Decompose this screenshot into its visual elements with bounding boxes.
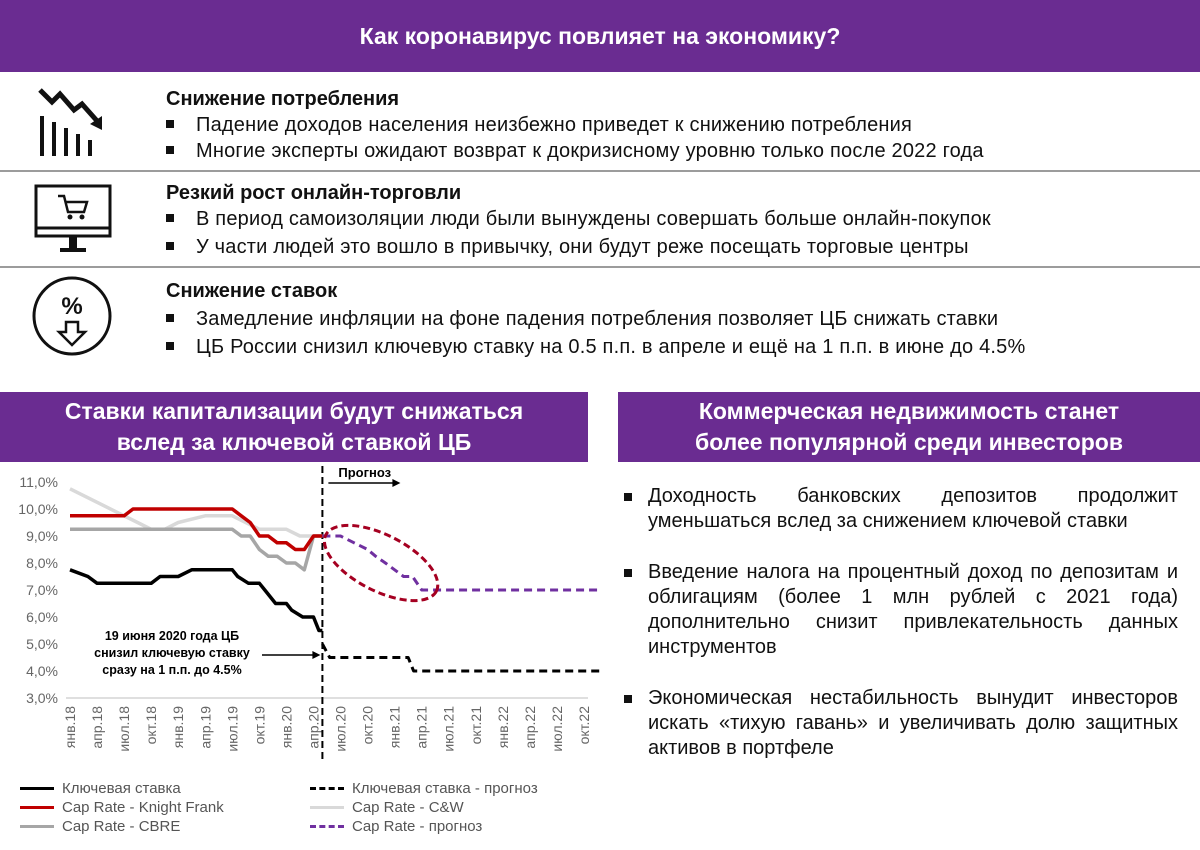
legend-swatch [310, 806, 344, 809]
x-tick-label: апр.21 [413, 706, 430, 749]
legend-swatch [20, 787, 54, 790]
bullet: Замедление инфляции на фоне падения потребления позволяет ЦБ снижать ставки [166, 308, 998, 331]
x-tick-label: окт.19 [251, 706, 268, 745]
x-tick-label: окт.18 [143, 706, 160, 745]
x-tick-label: янв.18 [62, 706, 78, 749]
x-tick-label: апр.20 [305, 706, 322, 749]
x-tick-label: янв.19 [170, 706, 187, 749]
bullet: Падение доходов населения неизбежно приведет к снижению потребления [166, 114, 912, 137]
y-tick-label: 8,0% [26, 555, 58, 571]
svg-text:%: % [61, 293, 83, 320]
legend-item: Cap Rate - C&W [310, 799, 464, 816]
annotation-text: сразу на 1 п.п. до 4.5% [102, 663, 242, 677]
left-panel-title: Ставки капитализации будут снижаться вслед за ключевой ставкой ЦБ [0, 392, 588, 462]
x-tick-label: окт.21 [467, 706, 484, 745]
legend-swatch [20, 806, 54, 809]
annotation-text: 19 июня 2020 года ЦБ [104, 629, 240, 643]
y-tick-label: 7,0% [26, 582, 58, 598]
legend-swatch [310, 787, 344, 790]
x-tick-label: янв.20 [278, 706, 295, 749]
highlight-ellipse [313, 510, 449, 616]
x-tick-label: апр.19 [197, 706, 214, 749]
legend-item: Cap Rate - Knight Frank [20, 799, 224, 816]
y-tick-label: 5,0% [26, 636, 58, 652]
monitor-shopping-cart-icon [30, 178, 115, 263]
forecast-label: Прогноз [338, 465, 392, 480]
legend-item: Cap Rate - CBRE [20, 818, 180, 835]
section-title: Снижение потребления [166, 88, 400, 110]
bullet: В период самоизоляции люди были вынуждены совершать больше онлайн-покупок [166, 208, 991, 231]
bullet: Многие эксперты ожидают возврат к докризисному уровню только после 2022 года [166, 140, 984, 163]
bullet: Экономическая нестабильность вынудит инвесторов искать «тихую гавань» и увеличивать долю защитных активов в портфеле [648, 686, 1178, 761]
x-tick-label: янв.22 [494, 706, 511, 749]
x-tick-label: апр.18 [89, 706, 106, 749]
declining-bar-chart-icon [30, 78, 115, 163]
bullet: Доходность банковских депозитов продолжит уменьшаться вслед за снижением ключевой ставки [648, 484, 1178, 534]
forecast-arrow-head [392, 479, 400, 487]
y-tick-label: 11,0% [19, 474, 58, 490]
section-rates [0, 268, 1200, 368]
right-bullet-list [622, 484, 1178, 787]
section-title: Снижение ставок [166, 280, 338, 302]
right-panel-title: Коммерческая недвижимость станет более популярной среди инвесторов [618, 392, 1200, 462]
bullet: У части людей это вошло в привычку, они будут реже посещать торговые центры [166, 236, 969, 259]
chart-legend [0, 778, 600, 848]
annotation-arrow-head [312, 651, 320, 659]
x-tick-label: янв.21 [386, 706, 403, 749]
section-title: Резкий рост онлайн-торговли [166, 182, 462, 204]
section-online [0, 172, 1200, 266]
percent-down-arrow-icon [30, 274, 115, 359]
y-tick-label: 10,0% [18, 501, 58, 517]
page-title: Как коронавирус повлияет на экономику? [0, 0, 1200, 72]
series-line [322, 644, 600, 671]
series-line [70, 529, 322, 570]
series-line [70, 570, 322, 631]
x-tick-label: июл.18 [116, 706, 133, 752]
series-line [322, 536, 600, 590]
section-consumption [0, 72, 1200, 168]
x-tick-label: июл.21 [440, 706, 457, 752]
x-tick-label: окт.20 [359, 706, 376, 745]
legend-swatch [20, 825, 54, 828]
legend-swatch [310, 825, 344, 828]
legend-item: Ключевая ставка [20, 780, 181, 797]
annotation-text: снизил ключевую ставку [94, 646, 250, 660]
y-tick-label: 9,0% [26, 528, 58, 544]
bullet: Введение налога на процентный доход по депозитам и облигациям (более 1 млн рублей с 2021 года) дополнительно снизит привлекательность данных инструментов [648, 560, 1178, 660]
y-tick-label: 4,0% [26, 663, 58, 679]
x-tick-label: июл.19 [224, 706, 241, 752]
legend-item: Cap Rate - прогноз [310, 818, 482, 835]
bullet: ЦБ России снизил ключевую ставку на 0.5 п.п. в апреле и ещё на 1 п.п. в июне до 4.5% [166, 336, 1025, 359]
x-tick-label: июл.22 [548, 706, 565, 752]
x-tick-label: окт.22 [576, 706, 592, 745]
y-tick-label: 3,0% [26, 690, 58, 706]
legend-item: Ключевая ставка - прогноз [310, 780, 538, 797]
x-tick-label: апр.22 [521, 706, 538, 749]
x-tick-label: июл.20 [332, 706, 349, 752]
y-tick-label: 6,0% [26, 609, 58, 625]
